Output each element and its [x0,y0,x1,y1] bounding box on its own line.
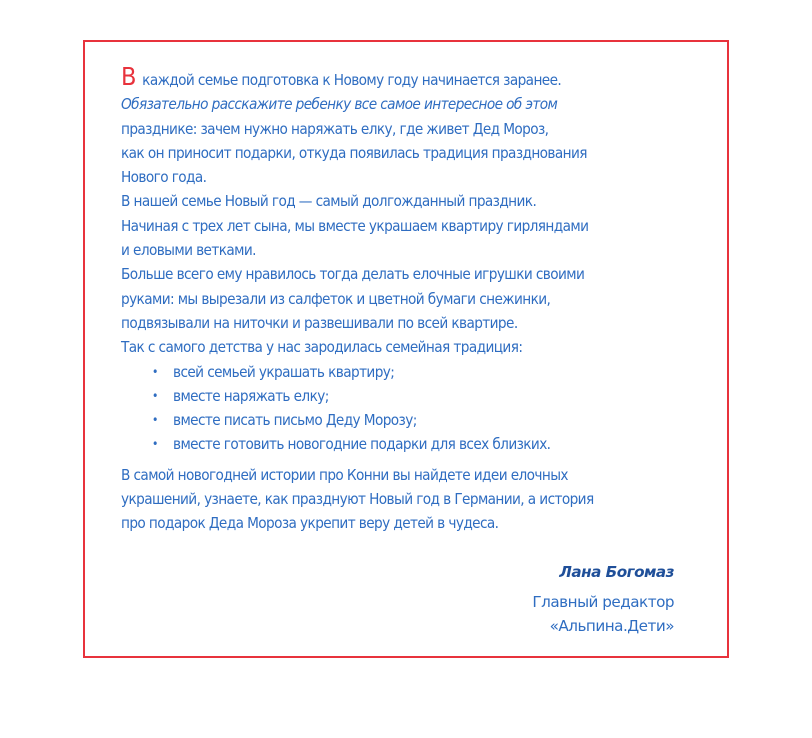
paragraph-line: про подарок Деда Мороза укрепит веру детей в чудеса. [121,514,499,533]
list-item [121,432,691,456]
paragraph-line: В нашей семье Новый год — самый долгожданный праздник. [121,192,537,211]
paragraph-line [121,62,691,92]
list-item-text: вместе наряжать елку; [173,386,329,405]
tradition-list [121,360,691,457]
bullet-icon: • [152,364,158,379]
paragraph-line: руками: мы вырезали из салфеток и цветной бумаги снежинки, [121,289,551,308]
paragraph-line: и еловыми ветками. [121,241,256,260]
list-item [121,360,691,384]
paragraph-line: празднике: зачем нужно наряжать елку, где живет Дед Мороз, [121,119,549,138]
list-item-text: вместе готовить новогодние подарки для всех близких. [173,435,551,454]
paragraph-line: Больше всего ему нравилось тогда делать елочные игрушки своими [121,265,585,284]
author-role: Главный редактор [532,592,674,611]
paragraph-line: Нового года. [121,168,207,187]
paragraph-line: украшений, узнаете, как празднуют Новый год в Германии, а история [121,490,594,509]
signature-block [532,560,674,639]
bullet-icon: • [152,388,158,403]
list-item [121,384,691,408]
paragraph-line: как он приносит подарки, откуда появилась традиция празднования [121,143,587,162]
paragraph-line: Начиная с трех лет сына, мы вместе украшаем квартиру гирляндами [121,216,589,235]
paragraph-line-text: каждой семье подготовка к Новому году начинается заранее. [138,71,562,89]
list-item-text: вместе писать письмо Деду Морозу; [173,411,417,430]
paragraph-line: Так с самого детства у нас зародилась семейная традиция: [121,338,523,357]
body-text [121,62,691,536]
author-organization: «Альпина.Дети» [549,617,674,635]
author-name: Лана Богомаз [559,563,674,581]
list-item-text: всей семьей украшать квартиру; [173,362,395,381]
drop-cap: В [121,62,137,91]
paragraph-line: подвязывали на ниточки и развешивали по всей квартире. [121,313,518,332]
bullet-icon: • [152,413,158,428]
bullet-icon: • [152,437,158,452]
list-item [121,408,691,432]
paragraph-line: В самой новогодней истории про Конни вы найдете идеи елочных [121,465,568,484]
paragraph-line: Обязательно расскажите ребенку все самое интересное об этом [121,95,558,114]
